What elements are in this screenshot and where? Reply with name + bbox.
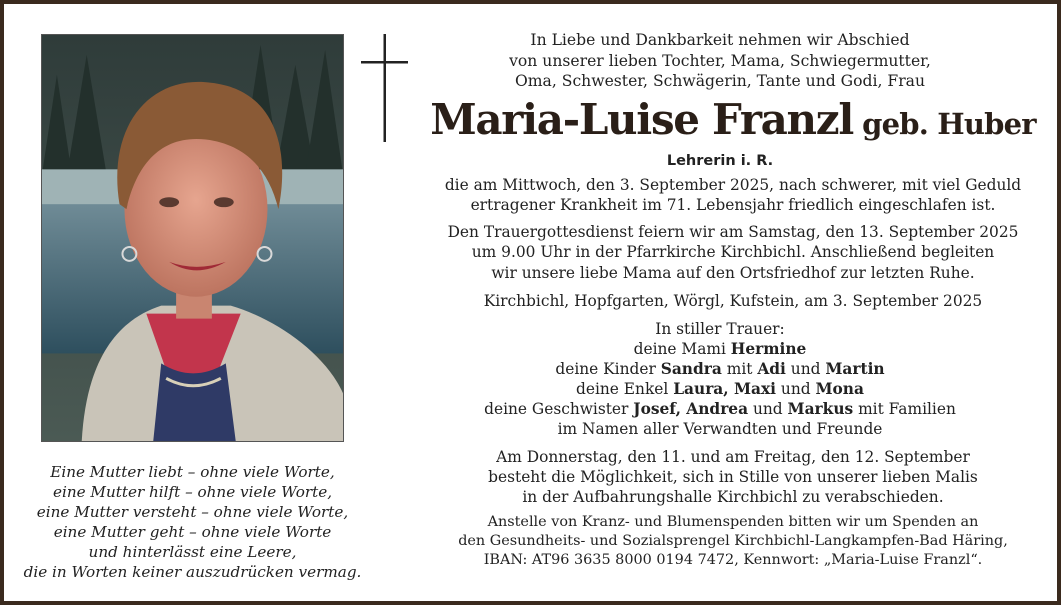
portrait-photo (41, 34, 344, 442)
intro-line: Oma, Schwester, Schwägerin, Tante und Godi, Frau (514, 72, 926, 90)
poem-line: eine Mutter versteht – ohne viele Worte, (36, 503, 349, 521)
donation-line: Anstelle von Kranz- und Blumenspenden bitten wir um Spenden an (487, 514, 979, 530)
donation-line: IBAN: AT96 3635 8000 0194 7472, Kennwort: „Maria-Luise Franzl“. (483, 552, 983, 568)
mourners-heading: In stiller Trauer: (655, 320, 785, 338)
mourners (388, 319, 1052, 439)
service-line: wir unsere liebe Mama auf den Ortsfriedhof zur letzten Ruhe. (491, 263, 975, 282)
donation-info (414, 513, 1052, 570)
deceased-name-line (414, 94, 1052, 151)
poem-line: eine Mutter geht – ohne viele Worte (53, 523, 332, 541)
viewing-line: besteht die Möglichkeit, sich in Stille von unserer lieben Malis (488, 468, 978, 486)
death-line: ertragener Krankheit im 71. Lebensjahr friedlich eingeschlafen ist. (470, 196, 996, 214)
mourner-children: deine Kinder Sandra mit Adi und Martin (555, 360, 885, 378)
mourner-mother: deine Mami Hermine (633, 340, 807, 358)
intro-line: In Liebe und Dankbarkeit nehmen wir Abschied (530, 31, 910, 49)
poem-line: die in Worten keiner auszudrücken vermag. (23, 563, 362, 581)
deceased-name: Maria-Luise Franzl (430, 94, 853, 144)
poem-line: Eine Mutter liebt – ohne viele Worte, (50, 463, 335, 481)
service-line: Den Trauergottesdienst feiern wir am Samstag, den 13. September 2025 (447, 222, 1019, 241)
viewing-line: in der Aufbahrungshalle Kirchbichl zu verabschieden. (522, 488, 944, 506)
deceased-title: Lehrerin i. R. (666, 152, 774, 169)
mourner-grandchildren: deine Enkel Laura, Maxi und Mona (576, 380, 864, 398)
viewing-line: Am Donnerstag, den 11. und am Freitag, den 12. September (496, 448, 970, 466)
mourner-siblings: deine Geschwister Josef, Andrea und Markus mit Familien (484, 400, 956, 418)
place-date: Kirchbichl, Hopfgarten, Wörgl, Kufstein, am 3. September 2025 (483, 292, 983, 310)
notice-text (414, 30, 1052, 570)
portrait-image (42, 35, 343, 441)
viewing-info (414, 447, 1052, 507)
poem-line: und hinterlässt eine Leere, (88, 543, 297, 561)
mourner-others: im Namen aller Verwandten und Freunde (557, 420, 883, 438)
poem-line: eine Mutter hilft – ohne viele Worte, (52, 483, 333, 501)
death-line: die am Mittwoch, den 3. September 2025, nach schwerer, mit viel Geduld (444, 175, 1022, 194)
intro-line: von unserer lieben Tochter, Mama, Schwiegermutter, (509, 51, 931, 70)
funeral-service (414, 222, 1052, 284)
maiden-name: geb. Huber (862, 106, 1036, 141)
poem (22, 462, 363, 582)
service-line: um 9.00 Uhr in der Pfarrkirche Kirchbichl. Anschließend begleiten (471, 243, 995, 261)
intro (388, 30, 1052, 92)
death-announcement (414, 175, 1052, 216)
donation-line: den Gesundheits- und Sozialsprengel Kirchbichl-Langkampfen-Bad Häring, (458, 533, 1008, 549)
